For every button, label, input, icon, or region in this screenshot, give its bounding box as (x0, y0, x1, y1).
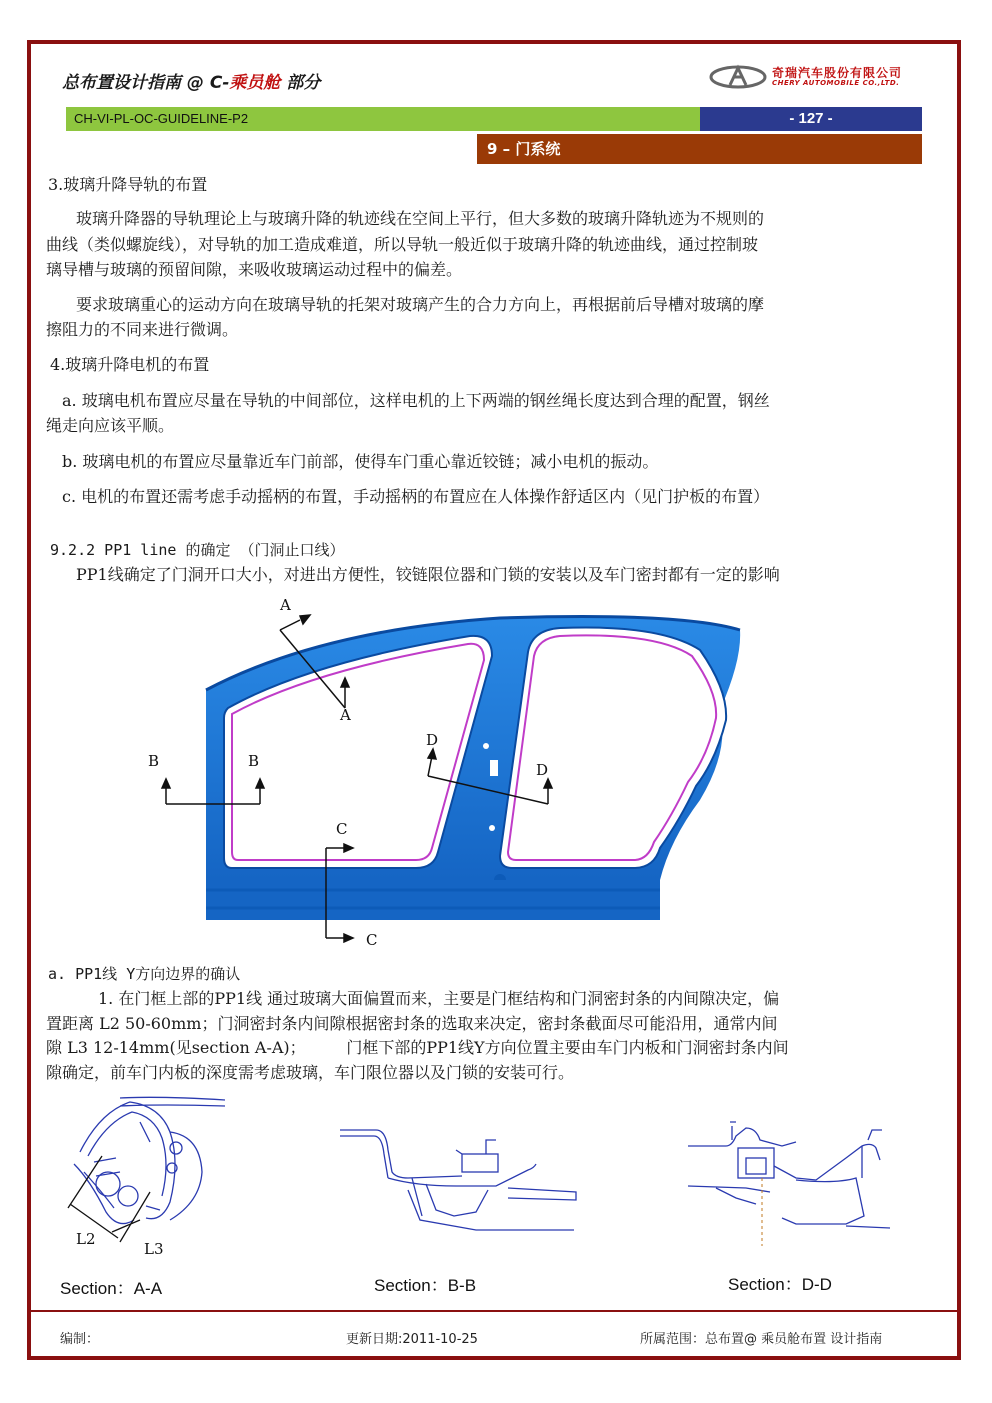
s3-paragraph-2-line-2: 擦阻力的不同来进行微调。 (46, 320, 239, 339)
s4-item-a-line-1: a. 玻璃电机布置应尽量在导轨的中间部位，这样电机的上下两端的钢丝绳长度达到合理的配置，钢丝 (62, 391, 770, 410)
chery-logo (708, 64, 918, 90)
door-opening-figure (140, 590, 780, 960)
section-aa-drawing (50, 1092, 240, 1262)
s4-item-b: b. 玻璃电机的布置应尽量靠近车门前部，使得车门重心靠近铰链；减小电机的振动。 (62, 452, 659, 471)
s4-item-c: c. 电机的布置还需考虑手动摇柄的布置，手动摇柄的布置应在人体操作舒适区内（见门护板的布置） (62, 487, 770, 506)
label-a-bottom: A (340, 706, 351, 724)
logo-company-cn: 奇瑞汽车股份有限公司 (772, 66, 903, 80)
body-side-panel (206, 617, 740, 921)
section-a-heading: a. PP1线 Y方向边界的确认 (48, 965, 241, 983)
s3-paragraph-1-line-1: 玻璃升降器的导轨理论上与玻璃升降的轨迹线在空间上平行，但大多数的玻璃升降轨迹为不规则的 (76, 209, 765, 228)
section-dd-caption: Section：D-D (728, 1275, 832, 1294)
s3-paragraph-2-line-1: 要求玻璃重心的运动方向在玻璃导轨的托架对玻璃产生的合力方向上，再根据前后导槽对玻璃的摩 (76, 295, 765, 314)
section-4-heading: 4.玻璃升降电机的布置 (50, 355, 210, 374)
label-d-left: D (426, 731, 439, 749)
footer-divider (30, 1310, 958, 1312)
chery-emblem-icon (708, 64, 768, 90)
sa-line-1: 1. 在门框上部的PP1线 通过玻璃大面偏置而来，主要是门框结构和门洞密封条的内间隙决定，偏 (98, 989, 780, 1008)
label-c-top: C (336, 820, 348, 838)
label-l2: L2 (76, 1230, 96, 1248)
label-c-bottom: C (366, 931, 378, 949)
section-bb-caption: Section：B-B (374, 1276, 477, 1295)
sa-line-3: 隙 L3 12-14mm(见section A-A)； 门框下部的PP1线Y方向位置主要由车门内板和门洞密封条内间 (46, 1038, 789, 1057)
label-b-right: B (248, 752, 260, 770)
section-bb-drawing (336, 1120, 586, 1240)
footer-updated-date: 更新日期:2011-10-25 (346, 1332, 478, 1347)
footer-editor: 编制： (60, 1332, 100, 1347)
page-number: - 127 - (700, 107, 922, 131)
label-b-left: B (148, 752, 160, 770)
s922-paragraph: PP1线确定了门洞开口大小，对进出方便性，铰链限位器和门锁的安装以及车门密封都有一定的影响 (76, 565, 780, 584)
section-aa-caption: Section：A-A (60, 1279, 163, 1298)
section-922-heading: 9.2.2 PP1 line 的确定 （门洞止口线） (50, 541, 345, 559)
document-title: 总布置设计指南 @ C-乘员舱 部分 (62, 73, 321, 93)
sa-line-2: 置距离 L2 50-60mm；门洞密封条内间隙根据密封条的选取来决定，密封条截面尽可能沿用，通常内间 (46, 1014, 778, 1033)
sa-line-4: 隙确定，前车门内板的深度需考虑玻璃，车门限位器以及门锁的安装可行。 (46, 1063, 575, 1082)
label-l3: L3 (144, 1240, 164, 1258)
logo-company-en: CHERY AUTOMOBILE CO.,LTD. (772, 79, 900, 87)
label-d-right: D (536, 761, 549, 779)
s3-paragraph-1-line-3: 璃导槽与玻璃的预留间隙，来吸收玻璃运动过程中的偏差。 (46, 260, 463, 279)
s4-item-a-line-2: 绳走向应该平顺。 (46, 416, 175, 435)
section-dd-drawing (686, 1118, 896, 1248)
footer-scope: 所属范围：总布置@ 乘员舱布置 设计指南 (640, 1332, 883, 1347)
label-a-top: A (280, 596, 291, 614)
doc-code-bar: CH-VI-PL-OC-GUIDELINE-P2 (66, 107, 700, 131)
s3-paragraph-1-line-2: 曲线（类似螺旋线），对导轨的加工造成难道，所以导轨一般近似于玻璃升降的轨迹曲线，通过控制玻 (46, 235, 759, 254)
section-3-heading: 3.玻璃升降导轨的布置 (48, 175, 208, 194)
chapter-bar: 9 – 门系统 (477, 134, 922, 164)
